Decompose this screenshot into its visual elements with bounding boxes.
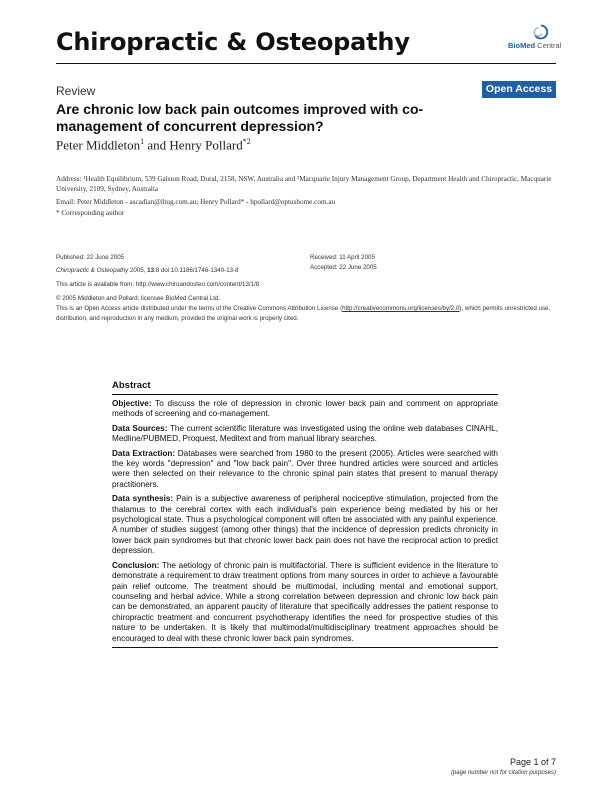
author-name: Henry Pollard <box>169 137 243 153</box>
license-link[interactable]: http://creativecommons.org/licenses/by/2.0 <box>342 305 460 312</box>
citation-line: Chiropractic & Osteopathy 2005, 13:8 doi:10.1186/1746-1340-13-8 <box>56 267 239 274</box>
author-address: Address: ¹Health Equilibrium, 539 Galston Road, Dural, 2158, NSW, Australia and ²Macquarie Injury Management Group, Department Health and Chiropractic, Macquarie University, 2109, Sydney, Australia <box>56 175 552 193</box>
copyright-notice: © 2005 Middleton and Pollard; licensee BioMed Central Ltd. <box>56 295 221 302</box>
affiliation-marker: 1 <box>140 137 145 146</box>
author-emails[interactable]: Email: Peter Middleton - ascadian@ihug.com.au; Henry Pollard* - hpollard@optushome.com.au <box>56 198 336 206</box>
article-title: Are chronic low back pain outcomes improved with co-management of concurrent depression? <box>56 101 424 134</box>
header-divider <box>56 63 556 64</box>
license-notice: This is an Open Access article distributed under the terms of the Creative Commons Attribution License (http://creativecommons.org/licenses/by/2.0), which permits unrestricted use, distribution, and reproduction in any medium, provided the original work is properly cited. <box>56 305 551 322</box>
abstract-data-synthesis: Data synthesis: Pain is a subjective awareness of peripheral nociceptive stimulation, projected from the thalamus to the cerebral cortex with each individual's pain experience being mediated by his or her psychological state. Thus a psychological component will often be associated with any painful experience. A number of studies suggest (among other things) that the incidence of depression predicts chronicity in lower back pain syndromes but that chronic lower back pain does not have the reciprocal action to predict depression. <box>112 494 498 556</box>
journal-title: Chiropractic & Osteopathy <box>56 28 410 56</box>
received-accepted-dates <box>310 253 377 272</box>
abstract-objective: Objective: To discuss the role of depression in chronic lower back pain and comment on appropriate methods of screening and co-management. <box>112 399 498 419</box>
abstract-data-sources: Data Sources: The current scientific literature was investigated using the online web databases CINAHL, Medline/PUBMED, Proquest, Meditext and from manual library searches. <box>112 423 498 444</box>
received-date: Received: 11 April 2005 <box>310 254 375 261</box>
open-access-badge: Open Access <box>482 81 556 98</box>
article-type: Review <box>56 84 96 98</box>
author-name: Peter Middleton <box>56 137 141 153</box>
biomed-central-logo[interactable] <box>506 24 566 54</box>
abstract-box <box>112 380 498 648</box>
article-url[interactable]: This article is available from: http://www.chiroandosteo.com/content/13/1/8 <box>56 281 260 288</box>
page-number: Page 1 of 7 <box>509 757 556 767</box>
abstract-conclusion: Conclusion: The aetiology of chronic pain is multifactorial. There is sufficient evidence in the literature to demonstrate a requirement to draw treatment options from many sources in order to achieve a favourable pain relief outcome. The treatment should be multimodal, including mental and emotional support, counseling and herbal advice. While a strong correlation between depression and chronic low back pain can be demonstrated, an apparent paucity of literature that specifically addresses the patient response to chiropractic treatment and concurrent psychotherapy identifies the need for prospective studies of this nature to be undertaken. It is likely that multimodal/multidisciplinary treatment approaches should be encouraged to deal with these chronic lower back pain syndromes. <box>112 560 498 643</box>
biomed-central-wordmark: BioMed Central <box>508 41 562 50</box>
corresponding-author-note: * Corresponding author <box>56 209 125 217</box>
abstract-heading: Abstract <box>112 380 498 395</box>
page-number-note: (page number not for citation purposes) <box>450 770 556 776</box>
abstract-data-extraction: Data Extraction: Databases were searched from 1980 to the present (2005). Articles were searched with the key words "depression" and "low back pain". Over three hundred articles were sourced and articles were then selected on their relevance to the chronic spinal pain states that present to manual therapy practitioners. <box>112 448 498 489</box>
biomed-swirl-icon <box>532 24 548 40</box>
published-date: Published: 22 June 2005 <box>56 254 125 261</box>
abstract-divider <box>112 647 498 648</box>
affiliation-marker: *2 <box>242 137 251 146</box>
author-list: Peter Middleton$^1$ and Henry Pollard$^{*2}$ <box>56 137 251 153</box>
accepted-date: Accepted: 22 June 2005 <box>310 263 377 271</box>
